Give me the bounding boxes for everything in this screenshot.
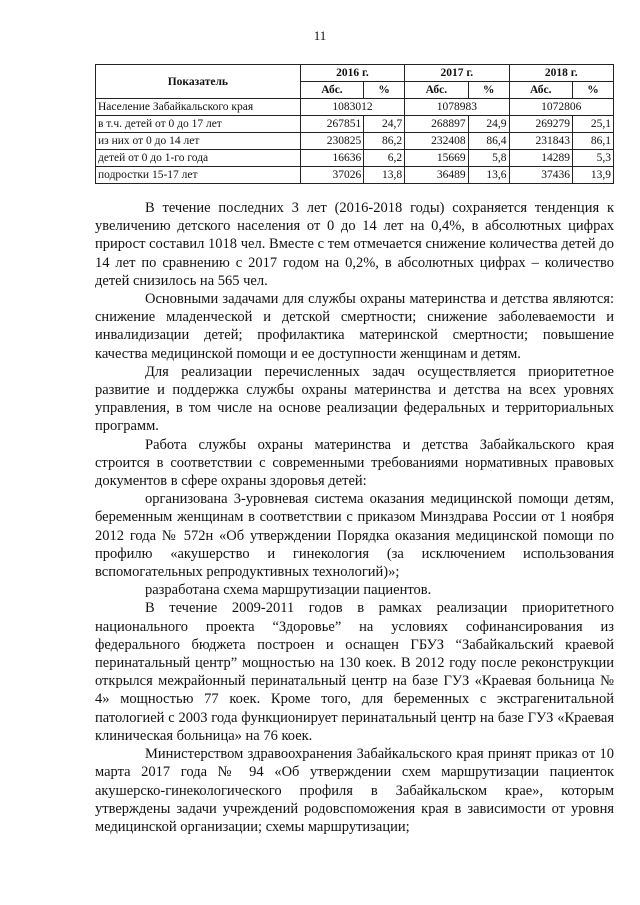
cell-abs: 267851 (300, 116, 363, 133)
header-abs: Абс. (509, 82, 572, 99)
cell-abs: 232408 (405, 133, 468, 150)
table-row (96, 116, 614, 133)
cell-abs: 230825 (300, 133, 363, 150)
cell-pct: 24,7 (364, 116, 405, 133)
header-abs: Абс. (300, 82, 363, 99)
cell-abs: 37026 (300, 167, 363, 184)
body-text (95, 199, 614, 836)
table-header-row (96, 65, 614, 82)
paragraph: Министерством здравоохранения Забайкальского края принят приказ от 10 марта 2017 года № 94 «Об утверждении схем маршрутизации пациенток акушерско-гинекологического профиля в Забайкальском крае», которым утверждены задачи учреждений родовспоможения края в зависимости от уровня медицинской организации; схемы маршрутизации; (95, 746, 614, 835)
row-label: из них от 0 до 14 лет (96, 133, 301, 150)
header-year: 2017 г. (405, 65, 509, 82)
table-row (96, 99, 614, 116)
cell-pct: 13,9 (573, 167, 614, 184)
table-row (96, 133, 614, 150)
cell-pct: 5,8 (468, 150, 509, 167)
page-number: 11 (313, 28, 327, 43)
table-row (96, 167, 614, 184)
header-pct: % (573, 82, 614, 99)
table-row (96, 150, 614, 167)
paragraph: Основными задачами для службы охраны материнства и детства являются: снижение младенческой и детской смертности; снижение заболеваемости и инвалидизации детей; профилактика материнской смертности; повышение качества медицинской помощи и ее доступности женщинам и детям. (95, 291, 614, 362)
cell-pct: 13,6 (468, 167, 509, 184)
cell-pct: 24,9 (468, 116, 509, 133)
cell-abs: 15669 (405, 150, 468, 167)
cell-value: 1083012 (300, 99, 404, 116)
cell-abs: 269279 (509, 116, 572, 133)
paragraph: В течение 2009-2011 годов в рамках реализации приоритетного национального проекта “Здоровье” на условиях софинансирования из федерального бюджета построен и оснащен ГБУЗ “Забайкальский краевой перинатальный центр” мощностью на 130 коек. В 2012 году после реконструкции открылся межрайонный перинатальный центр на базе ГУЗ «Краевая больница № 4» мощностью 77 коек. Кроме того, для беременных с экстрагенитальной патологией с 2003 года функционирует перинатальный центр на базе ГУЗ «Краевая клиническая больница» на 76 коек. (95, 600, 614, 744)
cell-pct: 13,8 (364, 167, 405, 184)
cell-pct: 86,1 (573, 133, 614, 150)
row-label: детей от 0 до 1-го года (96, 150, 301, 167)
population-table (95, 64, 614, 184)
cell-pct: 86,4 (468, 133, 509, 150)
cell-pct: 86,2 (364, 133, 405, 150)
row-label: Население Забайкальского края (96, 99, 301, 116)
cell-abs: 268897 (405, 116, 468, 133)
cell-pct: 5,3 (573, 150, 614, 167)
paragraph: Работа службы охраны материнства и детства Забайкальского края строится в соответствии с современными требованиями нормативных правовых документов в сфере охраны здоровья детей: (95, 436, 614, 490)
header-indicator: Показатель (96, 65, 301, 99)
cell-abs: 16636 (300, 150, 363, 167)
paragraph: разработана схема маршрутизации пациентов. (145, 582, 432, 599)
paragraph: В течение последних 3 лет (2016-2018 годы) сохраняется тенденция к увеличению детского населения от 0 до 14 лет на 0,4%, в абсолютных цифрах прирост составил 1018 чел. Вместе с тем отмечается снижение количества детей до 14 лет по сравнению с 2017 годом на 0,2%, в абсолютных цифрах – количество детей снизилось на 565 чел. (95, 200, 614, 289)
paragraph: Для реализации перечисленных задач осуществляется приоритетное развитие и поддержка службы охраны материнства и детства на всех уровнях управления, в том числе на основе реализации федеральных и территориальных программ. (95, 363, 614, 435)
header-year: 2016 г. (300, 65, 404, 82)
row-label: в т.ч. детей от 0 до 17 лет (96, 116, 301, 133)
cell-value: 1078983 (405, 99, 509, 116)
cell-abs: 231843 (509, 133, 572, 150)
header-pct: % (468, 82, 509, 99)
header-pct: % (364, 82, 405, 99)
paragraph: организована 3-уровневая система оказания медицинской помощи детям, беременным женщинам в соответствии с приказом Минздрава России от 1 ноября 2012 года № 572н «Об утверждении Порядка оказания медицинской помощи по профилю «акушерство и гинекология (за исключением использования вспомогательных репродуктивных технологий)»; (95, 491, 614, 581)
cell-value: 1072806 (509, 99, 613, 116)
cell-pct: 6,2 (364, 150, 405, 167)
cell-abs: 37436 (509, 167, 572, 184)
header-year: 2018 г. (509, 65, 613, 82)
cell-abs: 14289 (509, 150, 572, 167)
header-abs: Абс. (405, 82, 468, 99)
row-label: подростки 15-17 лет (96, 167, 301, 184)
cell-abs: 36489 (405, 167, 468, 184)
cell-pct: 25,1 (573, 116, 614, 133)
